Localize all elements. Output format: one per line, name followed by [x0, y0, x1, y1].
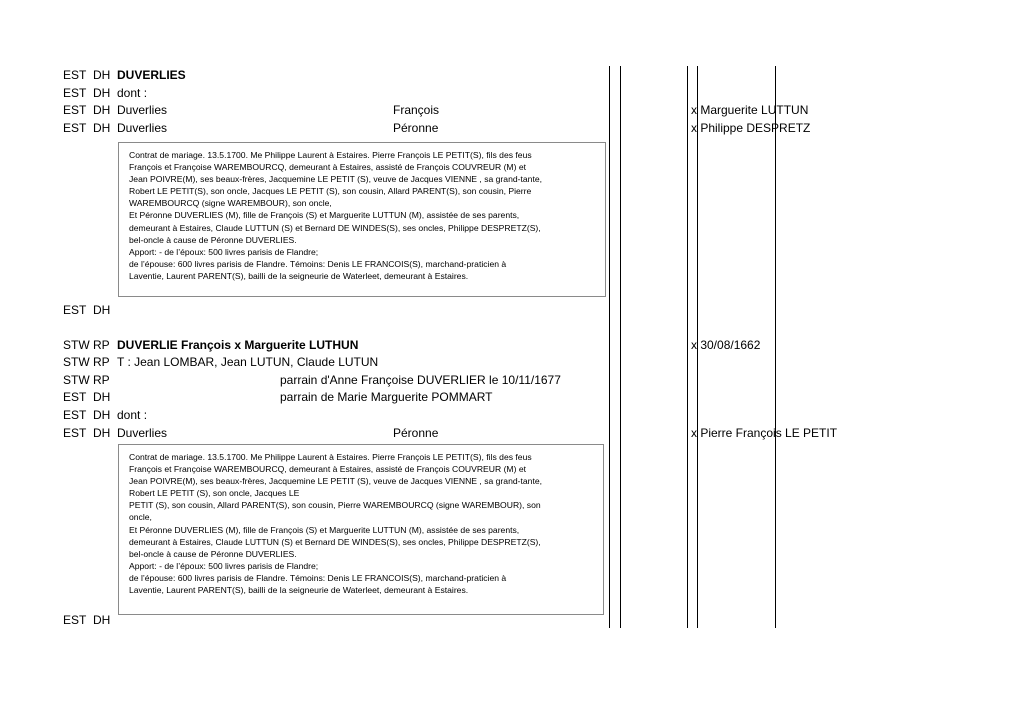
surname: Duverlies — [117, 121, 168, 135]
record-type: RP — [93, 338, 110, 352]
record-type: DH — [93, 426, 111, 440]
first-name: Péronne — [393, 121, 439, 135]
note-line: de l’épouse: 600 livres parisis de Flandre. Témoins: Denis LE FRANCOIS(S), marchand-praticien à — [129, 572, 507, 583]
record-row — [0, 84, 1024, 102]
record-type: DH — [93, 613, 111, 627]
godparent-note: parrain de Marie Marguerite POMMART — [280, 390, 493, 404]
source-code: EST — [63, 86, 87, 100]
first-name: François — [393, 103, 440, 117]
source-code: EST — [63, 390, 87, 404]
note-line: demeurant à Estaires, Claude LUTTUN (S) et Bernard DE WINDES(S), ses oncles, Philippe DESPRETZ(S), — [129, 222, 541, 233]
note-line: WAREMBOURCQ (signe WAREMBOUR), son oncle, — [129, 198, 332, 209]
record-type: DH — [93, 103, 111, 117]
spouse: x Pierre François LE PETIT — [691, 426, 838, 440]
spouse: x Philippe DESPRETZ — [691, 121, 811, 135]
record-row — [0, 301, 1024, 319]
note-line: demeurant à Estaires, Claude LUTTUN (S) et Bernard DE WINDES(S), ses oncles, Philippe DESPRETZ(S), — [129, 536, 541, 547]
note-line: de l’épouse: 600 livres parisis de Flandre. Témoins: Denis LE FRANCOIS(S), marchand-praticien à — [129, 258, 507, 269]
first-name: Péronne — [393, 426, 439, 440]
record-type: DH — [93, 303, 111, 317]
source-code: EST — [63, 303, 87, 317]
marriage-contract-note — [118, 142, 606, 297]
marriage-contract-note — [118, 444, 604, 615]
source-code: EST — [63, 103, 87, 117]
surname: DUVERLIES — [117, 68, 186, 82]
spouse: x Marguerite LUTTUN — [691, 103, 809, 117]
marriage-date: x 30/08/1662 — [691, 338, 761, 352]
note-line: Contrat de mariage. 13.5.1700. Me Philippe Laurent à Estaires. Pierre François LE PETIT(S), fils des feus — [129, 150, 532, 160]
note-line: Et Péronne DUVERLIES (M), fille de François (S) et Marguerite LUTTUN (M), assistée de ses parents, — [129, 210, 520, 221]
record-type: DH — [93, 408, 111, 422]
note-line: Apport: - de l’époux: 500 livres parisis de Flandre; — [129, 560, 319, 571]
source-code: EST — [63, 613, 87, 627]
witnesses: T : Jean LOMBAR, Jean LUTUN, Claude LUTUN — [117, 355, 379, 369]
source-code: STW — [63, 338, 90, 352]
record-row — [0, 101, 1024, 119]
source-code: EST — [63, 426, 87, 440]
record-row — [0, 611, 1024, 629]
source-code: EST — [63, 68, 87, 82]
record-row — [0, 371, 1024, 389]
surname: dont : — [117, 408, 148, 422]
note-line: Laventie, Laurent PARENT(S), bailli de la seigneurie de Waterleet, demeurant à Estaires. — [129, 585, 469, 596]
source-code: EST — [63, 121, 87, 135]
record-row — [0, 66, 1024, 84]
note-line: François et Françoise WAREMBOURCQ, demeurant à Estaires, assisté de François COUVREUR (M) et — [129, 464, 527, 475]
note-line: oncle, — [129, 512, 152, 523]
godparent-note: parrain d'Anne Françoise DUVERLIER le 10/11/1677 — [280, 373, 561, 387]
record-type: DH — [93, 390, 111, 404]
source-code: EST — [63, 408, 87, 422]
surname: dont : — [117, 86, 148, 100]
note-line: François et Françoise WAREMBOURCQ, demeurant à Estaires, assisté de François COUVREUR (M) et — [129, 162, 527, 173]
note-line: Contrat de mariage. 13.5.1700. Me Philippe Laurent à Estaires. Pierre François LE PETIT(S), fils des feus — [129, 452, 532, 462]
note-line: Robert LE PETIT(S), son oncle, Jacques LE PETIT (S), son cousin, Allard PARENT(S), son cousin, Pierre — [129, 186, 532, 197]
record-type: DH — [93, 121, 111, 135]
note-line: Apport: - de l’époux: 500 livres parisis de Flandre; — [129, 246, 319, 257]
note-line: bel-oncle à cause de Péronne DUVERLIES. — [129, 234, 297, 245]
record-row — [0, 336, 1024, 354]
surname: Duverlies — [117, 426, 168, 440]
note-line: PETIT (S), son cousin, Allard PARENT(S), son cousin, Pierre WAREMBOURCQ (signe WAREMBOUR), son — [129, 500, 541, 511]
record-row — [0, 388, 1024, 406]
note-line: Jean POIVRE(M), ses beaux-frères, Jacquemine LE PETIT (S), veuve de Jacques VIENNE , sa grand-tante, — [129, 174, 542, 185]
record-row — [0, 424, 1024, 442]
note-line: Jean POIVRE(M), ses beaux-frères, Jacquemine LE PETIT (S), veuve de Jacques VIENNE , sa grand-tante, — [129, 476, 542, 487]
record-type: DH — [93, 86, 111, 100]
note-line: bel-oncle à cause de Péronne DUVERLIES. — [129, 548, 297, 559]
record-type: DH — [93, 68, 111, 82]
source-code: STW — [63, 355, 90, 369]
record-type: RP — [93, 355, 110, 369]
surname: DUVERLIE François x Marguerite LUTHUN — [117, 338, 359, 352]
surname: Duverlies — [117, 103, 168, 117]
note-line: Et Péronne DUVERLIES (M), fille de François (S) et Marguerite LUTTUN (M), assistée de ses parents, — [129, 524, 520, 535]
record-type: RP — [93, 373, 110, 387]
note-line: Robert LE PETIT (S), son oncle, Jacques LE — [129, 488, 300, 499]
note-line: Laventie, Laurent PARENT(S), bailli de la seigneurie de Waterleet, demeurant à Estaires. — [129, 270, 469, 281]
record-row — [0, 353, 1024, 371]
record-row — [0, 119, 1024, 137]
record-row — [0, 406, 1024, 424]
source-code: STW — [63, 373, 90, 387]
